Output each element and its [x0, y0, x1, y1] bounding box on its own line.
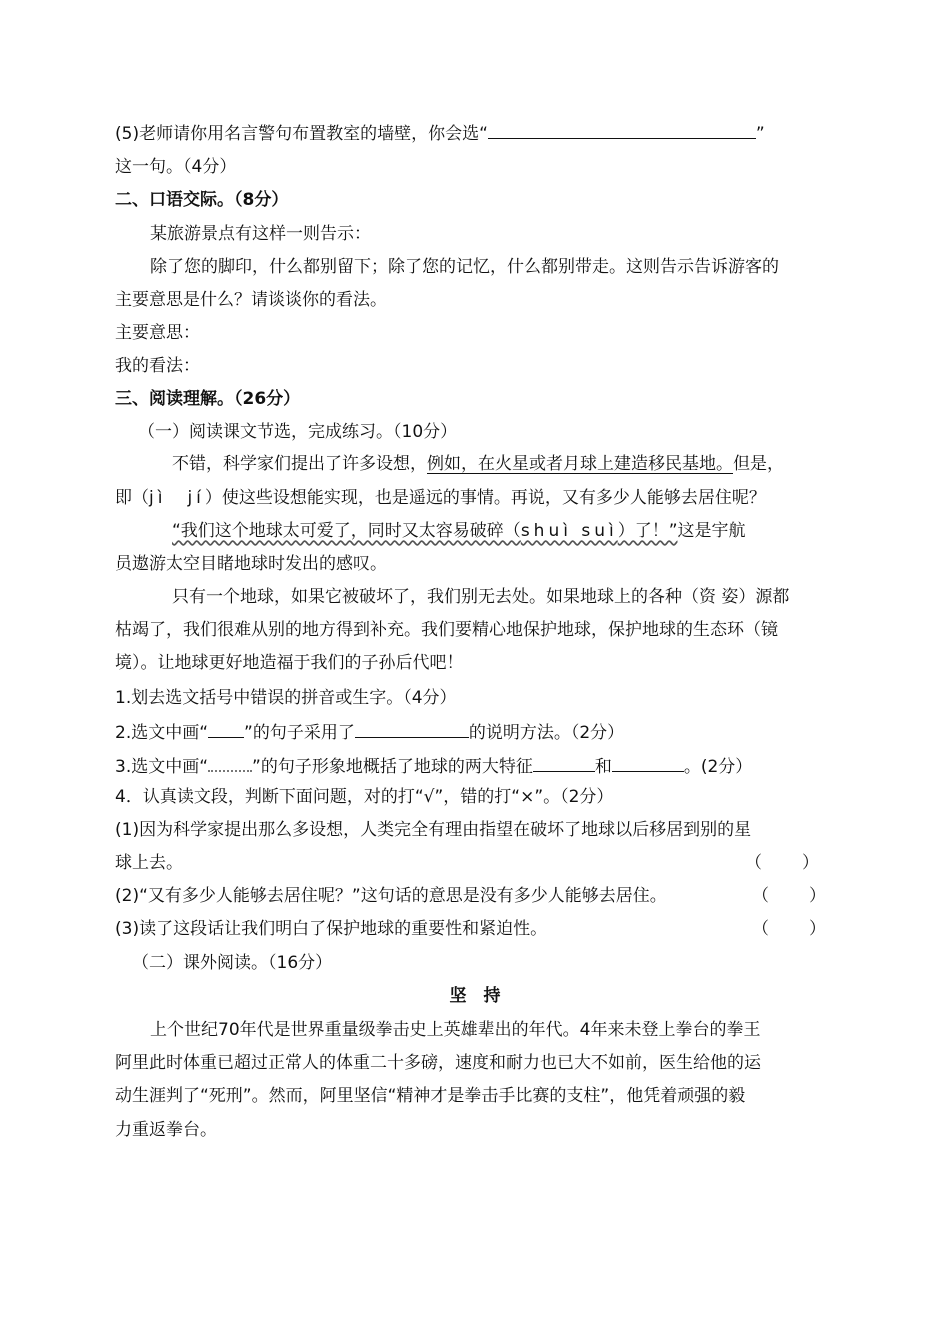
q5-line1 — [115, 120, 765, 146]
paren-close: ） — [809, 919, 826, 939]
passage1-p1-line1 — [172, 452, 784, 476]
q2-line-sample — [208, 719, 244, 738]
question-2 — [115, 719, 624, 745]
section2-heading: 二、口语交际。（8分） — [115, 190, 289, 210]
paren-close: ） — [809, 886, 826, 906]
q4-item3: (3)读了这段话让我们明白了保护地球的重要性和紧迫性。 — [115, 919, 548, 939]
article-title: 坚 持 — [449, 986, 501, 1006]
section2-notice-line1: 除了您的脚印，什么都别留下；除了您的记忆，什么都别带走。这则告示告诉游客的 — [150, 257, 779, 277]
section2-notice-line2: 主要意思是什么？请谈谈你的看法。 — [115, 290, 387, 310]
question-3 — [115, 752, 752, 779]
passage1-p2-line2: 员遨游太空目睹地球时发出的感叹。 — [115, 554, 387, 574]
q4-item1-answer-box[interactable] — [745, 851, 819, 875]
q4-item3-answer-box[interactable] — [752, 917, 826, 941]
passage1-p3-line1: 只有一个地球，如果它被破坏了，我们别无去处。如果地球上的各种（资 姿）源都 — [172, 587, 790, 607]
q2-text-a: 2.选文中画“ — [115, 723, 209, 743]
passage1-p1-line2 — [115, 486, 766, 510]
article-line1: 上个世纪70年代是世界重量级拳击史上英雄辈出的年代。4年来未登上拳台的拳王 — [150, 1020, 761, 1040]
p1-text-b: 但是， — [733, 454, 784, 474]
article-line4: 力重返拳台。 — [115, 1120, 217, 1140]
passage1-p3-line3: 境）。让地球更好地造福于我们的子孙后代吧！ — [115, 653, 464, 673]
q5-line2: 这一句。（4分） — [115, 157, 237, 177]
p1-text-a: 不错，科学家们提出了许多设想， — [172, 454, 427, 474]
p2-wavy-end: ）了！” — [617, 521, 678, 541]
section2-intro: 某旅游景点有这样一则告示： — [150, 224, 371, 244]
paren-close: ） — [802, 853, 819, 873]
q3-wavy-sample — [208, 752, 252, 772]
q4-item2: (2)“又有多少人能够去居住呢？”这句话的意思是没有多少人能够去居住。 — [115, 886, 667, 906]
p2-text-b: 这是宇航 — [677, 521, 746, 541]
q4-item1-line2: 球上去。 — [115, 853, 183, 873]
part1-heading: （一）阅读课文节选，完成练习。（10分） — [138, 422, 458, 442]
q5-prefix: (5)老师请你用名言警句布置教室的墙壁，你会选“ — [115, 124, 488, 144]
q3-text-c: 和 — [594, 757, 612, 777]
p2-pinyin-choice[interactable]: shuì suì — [520, 521, 618, 541]
q3-answer-blank-1[interactable] — [533, 753, 595, 772]
q2-text-c: 的说明方法。（2分） — [468, 723, 625, 743]
p1-underlined-sentence: 例如，在火星或者月球上建造移民基地。 — [427, 454, 733, 474]
q3-text-d: 。(2分） — [683, 757, 753, 777]
article-line2: 阿里此时体重已超过正常人的体重二十多磅，速度和耐力也已大不如前，医生给他的运 — [115, 1053, 761, 1073]
paren-open: （ — [745, 853, 762, 873]
paren-open: （ — [752, 919, 769, 939]
q3-text-b: ”的句子形象地概括了地球的两大特征 — [252, 757, 533, 777]
q3-answer-blank-2[interactable] — [612, 753, 684, 772]
q4-item1-line1: (1)因为科学家提出那么多设想，人类完全有理由指望在破坏了地球以后移居到别的星 — [115, 820, 752, 840]
q2-answer-blank[interactable] — [355, 719, 469, 738]
q5-suffix: ” — [755, 124, 765, 144]
passage1-p2-line1 — [172, 519, 746, 543]
article-line3: 动生涯判了“死刑”。然而，阿里坚信“精神才是拳击手比赛的支柱”，他凭着顽强的毅 — [115, 1086, 746, 1106]
question-1: 1.划去选文括号中错误的拼音或生字。（4分） — [115, 688, 457, 708]
paren-open: （ — [752, 886, 769, 906]
section3-heading: 三、阅读理解。（26分） — [115, 389, 301, 409]
p1-line2-b: ）使这些设想能实现，也是遥远的事情。再说，又有多少人能够去居住呢？ — [204, 488, 766, 508]
passage1-p3-line2: 枯竭了，我们很难从别的地方得到补充。我们要精心地保护地球，保护地球的生态环（镜 — [115, 620, 778, 640]
section2-opinion-label[interactable]: 我的看法： — [115, 356, 200, 376]
q4-item2-answer-box[interactable] — [752, 884, 826, 908]
p1-line2-a: 即（ — [115, 488, 149, 508]
q3-text-a: 3.选文中画“ — [115, 757, 209, 777]
section2-meaning-label[interactable]: 主要意思： — [115, 323, 200, 343]
q5-answer-blank[interactable] — [488, 120, 756, 139]
p2-wavy-sentence: “我们这个地球太可爱了，同时又太容易破碎（ — [172, 521, 521, 541]
question-4: 4．认真读文段，判断下面问题，对的打“√”，错的打“×”。（2分） — [115, 787, 614, 807]
p1-pinyin-choice[interactable]: jì jí — [149, 488, 205, 508]
part2-heading: （二）课外阅读。（16分） — [132, 953, 333, 973]
q2-text-b: ”的句子采用了 — [244, 723, 355, 743]
